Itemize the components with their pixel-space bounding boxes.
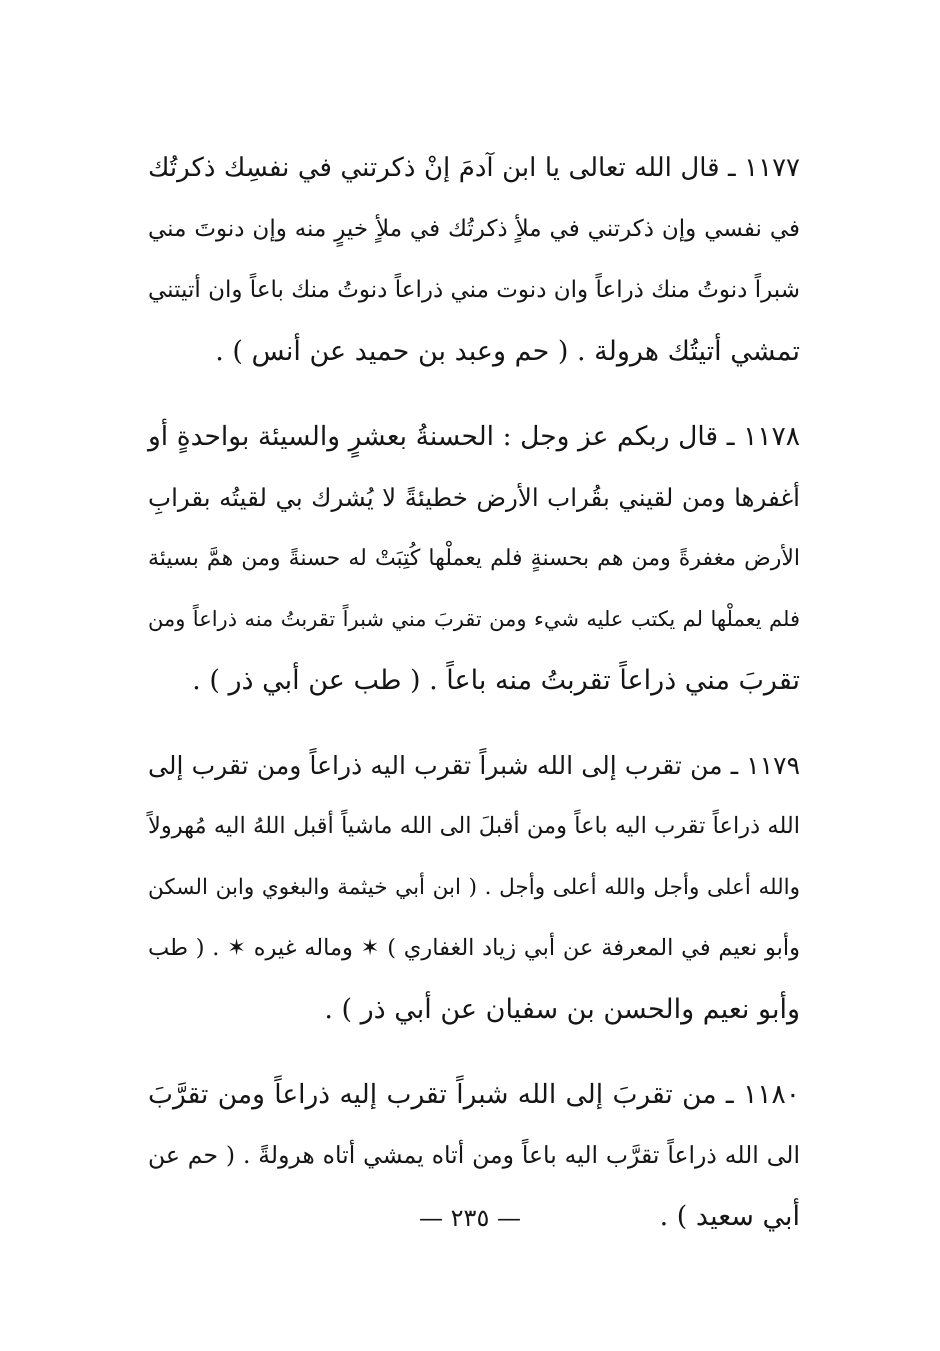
text-line: والله أعلى وأجل والله أعلى وأجل . ( ابن أبي خيثمة والبغوي وابن السكن xyxy=(148,875,800,900)
hadith-1178 xyxy=(148,406,800,711)
text-line: ١١٧٩ ـ من تقرب إلى الله شبراً تقرب اليه ذراعاً ومن تقرب إلى xyxy=(148,751,800,780)
text-line: الأرض مغفرةً ومن هم بحسنةٍ فلم يعملْها كُتِبَتْ له حسنةً ومن همَّ بسيئة xyxy=(148,546,800,571)
page-number: — ٢٣٥ — xyxy=(419,1204,521,1232)
text-line: وأبو نعيم والحسن بن سفيان عن أبي ذر ) . xyxy=(324,994,800,1025)
hadith-1177 xyxy=(148,138,800,382)
text-line: الله ذراعاً تقرب اليه باعاً ومن أقبلَ الى الله ماشياً أقبل اللهُ اليه مُهرولاً xyxy=(148,813,800,839)
text-line: تمشي أتيتُك هرولة . ( حم وعبد بن حميد عن أنس ) . xyxy=(215,336,800,367)
text-line: وأبو نعيم في المعرفة عن أبي زياد الغفاري ) ✶ وماله غيره ✶ . ( طب xyxy=(148,935,800,961)
text-line: في نفسي وإن ذكرتني في ملأٍ ذكرتُك في ملأٍ خيرٍ منه وإن دنوتَ مني xyxy=(148,216,800,242)
text-line: أغفرها ومن لقيني بقُراب الأرض خطيئةً لا يُشرك بي لقيتُه بقرابِ xyxy=(148,483,800,512)
text-line: شبراً دنوتُ منك ذراعاً وان دنوت مني ذراعاً دنوتُ منك باعاً وان أتيتني xyxy=(148,277,800,303)
text-line: أبي سعيد ) . xyxy=(659,1201,800,1232)
hadith-1179 xyxy=(148,735,800,1040)
text-line: الى الله ذراعاً تقرَّب اليه باعاً ومن أتاه يمشي أتاه هرولةً . ( حم عن xyxy=(148,1141,800,1169)
text-line: فلم يعملْها لم يكتب عليه شيء ومن تقربَ مني شبراً تقربتُ منه ذراعاً ومن xyxy=(148,607,800,631)
text-line: ١١٨٠ ـ من تقربَ إلى الله شبراً تقرب إليه ذراعاً ومن تقرَّبَ xyxy=(148,1079,800,1110)
document-page xyxy=(148,138,800,1271)
text-line: تقربَ مني ذراعاً تقربتُ منه باعاً . ( طب عن أبي ذر ) . xyxy=(192,665,800,696)
text-line: ١١٧٧ ـ قال الله تعالى يا ابن آدمَ إنْ ذكرتني في نفسِك ذكرتُك xyxy=(148,153,800,183)
text-line: ١١٧٨ ـ قال ربكم عز وجل : الحسنةُ بعشرٍ والسيئة بواحدةٍ أو xyxy=(148,421,800,452)
